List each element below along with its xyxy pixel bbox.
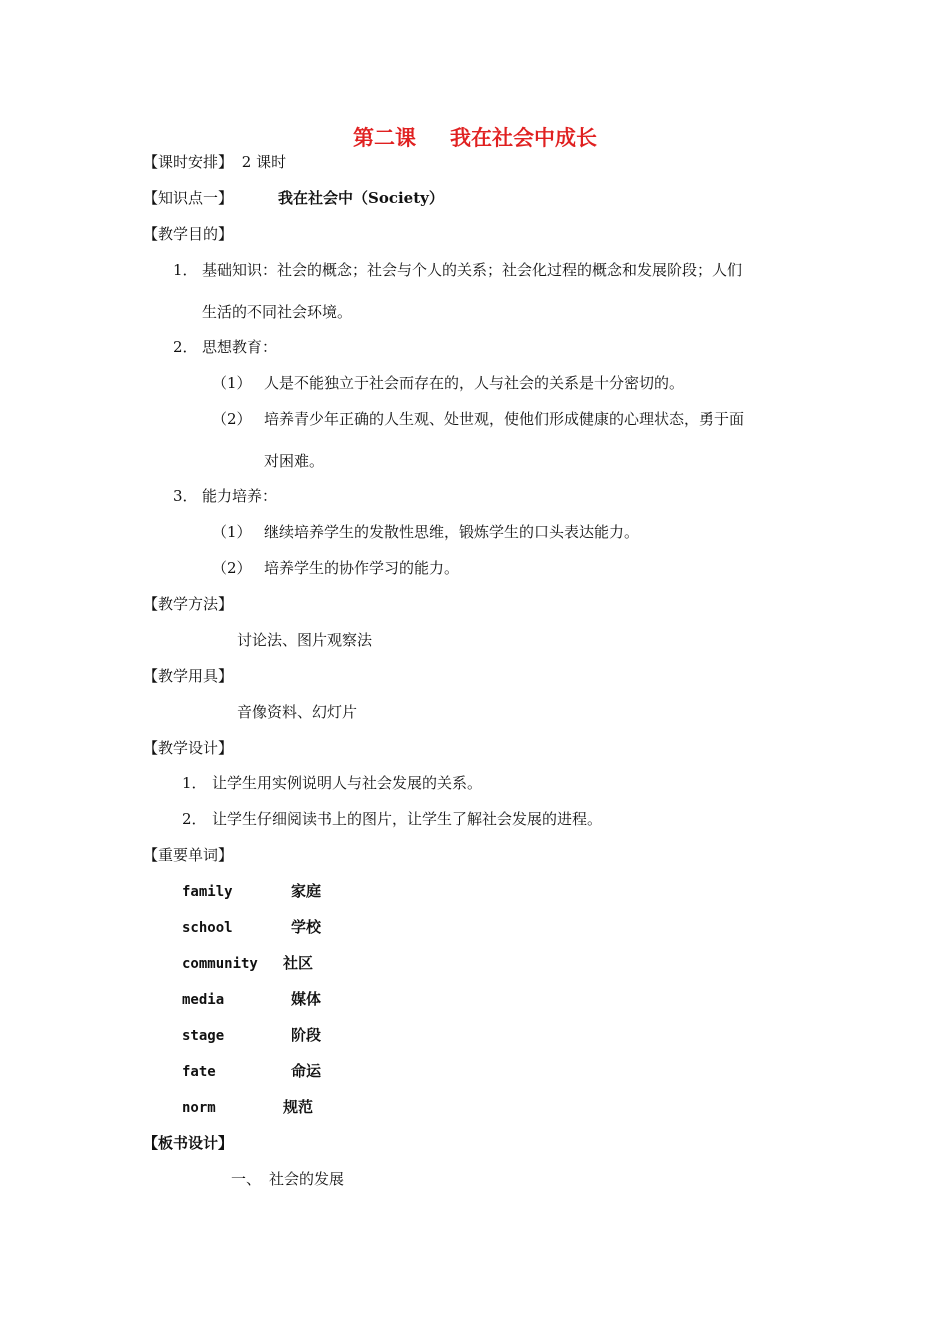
design-1-num: 1． bbox=[182, 774, 207, 792]
vocab-word-fate: fate bbox=[182, 1064, 216, 1080]
vocab-word-community: community bbox=[182, 956, 258, 972]
objective-1-num: 1． bbox=[173, 261, 198, 279]
objective-3-sub1-text: 继续培养学生的发散性思维，锻炼学生的口头表达能力。 bbox=[264, 523, 640, 541]
objective-3-text: 能力培养： bbox=[202, 487, 278, 505]
tools-label: 【教学用具】 bbox=[143, 667, 234, 685]
board-1-text: 社会的发展 bbox=[269, 1170, 345, 1188]
tools-value: 音像资料、幻灯片 bbox=[237, 703, 358, 721]
methods-value: 讨论法、图片观察法 bbox=[237, 631, 373, 649]
design-1-text: 让学生用实例说明人与社会发展的关系。 bbox=[212, 774, 483, 792]
vocab-meaning-family: 家庭 bbox=[291, 882, 322, 900]
vocab-meaning-school: 学校 bbox=[291, 918, 322, 936]
vocab-word-stage: stage bbox=[182, 1028, 225, 1044]
vocab-word-school: school bbox=[182, 920, 233, 936]
objective-1-line1: 基础知识：社会的概念；社会与个人的关系；社会化过程的概念和发展阶段；人们 bbox=[202, 261, 743, 279]
methods-label: 【教学方法】 bbox=[143, 595, 234, 613]
vocab-word-media: media bbox=[182, 992, 225, 1008]
schedule-row bbox=[143, 152, 286, 172]
objective-2-sub2-line1: 培养青少年正确的人生观、处世观，使他们形成健康的心理状态，勇于面 bbox=[264, 410, 745, 428]
board-label: 【板书设计】 bbox=[143, 1134, 234, 1152]
objective-2-sub1-text: 人是不能独立于社会而存在的，人与社会的关系是十分密切的。 bbox=[264, 374, 685, 392]
vocab-meaning-norm: 规范 bbox=[283, 1098, 314, 1116]
objective-1-line2: 生活的不同社会环境。 bbox=[202, 303, 353, 321]
design-2-num: 2． bbox=[182, 810, 207, 828]
vocab-word-norm: norm bbox=[182, 1100, 216, 1116]
lesson-title bbox=[0, 125, 950, 151]
schedule-label: 【课时安排】 bbox=[143, 153, 234, 171]
objective-2-num: 2． bbox=[173, 338, 198, 356]
objective-3-num: 3． bbox=[173, 487, 198, 505]
vocab-label: 【重要单词】 bbox=[143, 846, 234, 864]
objective-3-sub1-num: （1） bbox=[212, 523, 252, 541]
design-label: 【教学设计】 bbox=[143, 739, 234, 757]
objectives-label: 【教学目的】 bbox=[143, 225, 234, 243]
objective-2-sub1-num: （1） bbox=[212, 374, 252, 392]
objective-3-sub2-text: 培养学生的协作学习的能力。 bbox=[264, 559, 460, 577]
lesson-name: 我在社会中成长 bbox=[450, 125, 597, 150]
knowledge-point-value: 我在社会中（Society） bbox=[278, 189, 444, 207]
vocab-meaning-community: 社区 bbox=[283, 954, 314, 972]
knowledge-point-row bbox=[143, 188, 233, 208]
vocab-word-family: family bbox=[182, 884, 233, 900]
vocab-meaning-media: 媒体 bbox=[291, 990, 322, 1008]
objective-2-text: 思想教育： bbox=[202, 338, 278, 356]
vocab-meaning-stage: 阶段 bbox=[291, 1026, 322, 1044]
design-2-text: 让学生仔细阅读书上的图片，让学生了解社会发展的进程。 bbox=[212, 810, 603, 828]
vocab-meaning-fate: 命运 bbox=[291, 1062, 322, 1080]
objective-2-sub2-line2: 对困难。 bbox=[264, 452, 325, 470]
lesson-number: 第二课 bbox=[353, 125, 416, 150]
objective-3-sub2-num: （2） bbox=[212, 559, 252, 577]
knowledge-point-label: 【知识点一】 bbox=[143, 189, 234, 207]
schedule-value: 2 课时 bbox=[241, 153, 287, 171]
board-1-num: 一、 bbox=[231, 1170, 262, 1188]
objective-2-sub2-num: （2） bbox=[212, 410, 252, 428]
